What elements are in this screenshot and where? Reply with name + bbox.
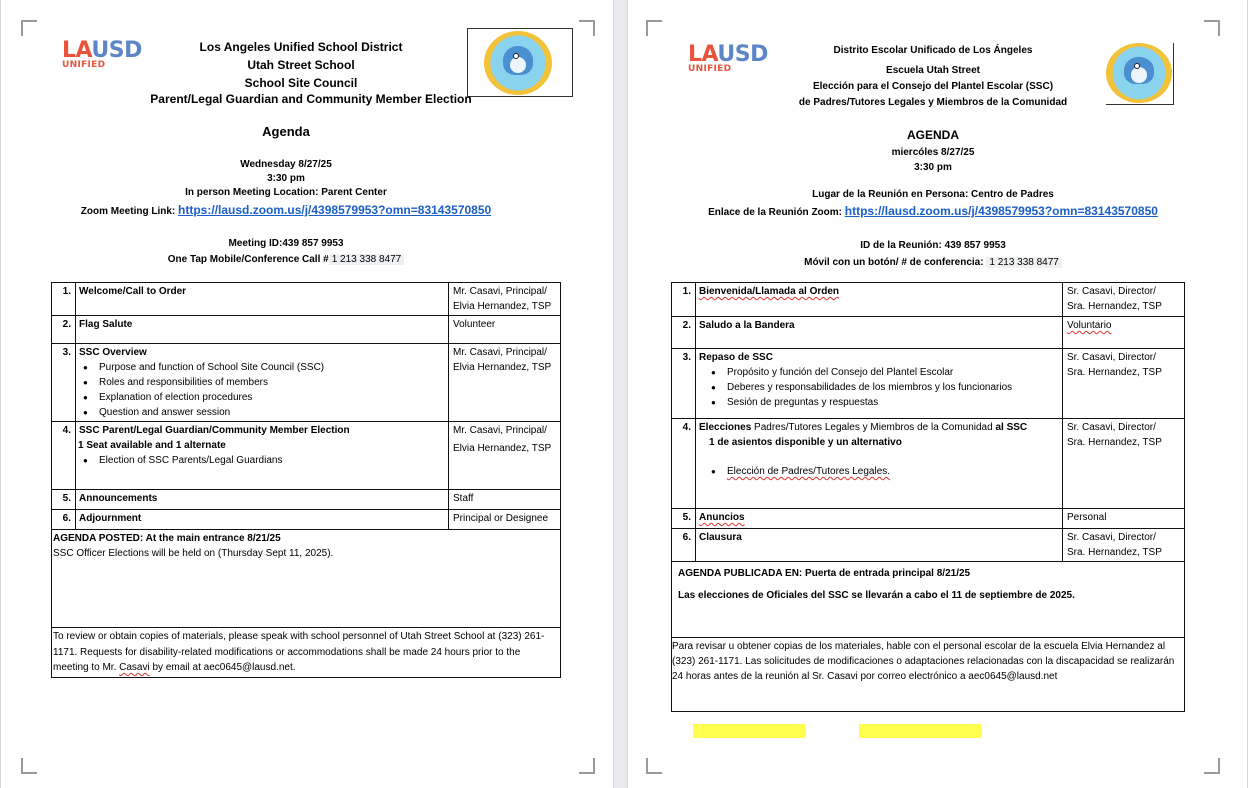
presenter: Volunteer [449, 316, 561, 344]
zoom-label: Enlace de la Reunión Zoom: [708, 207, 842, 218]
dolphin-seal-icon [484, 31, 552, 95]
list-item: ● Sesión de preguntas y respuestas [727, 395, 1059, 410]
agenda-item: Clausura [696, 529, 1063, 562]
agenda-title: AGENDA [906, 128, 959, 142]
header-block [151, 38, 451, 92]
table-row: 2. Flag Salute Volunteer [52, 316, 561, 344]
list-item: ● Elección de Padres/Tutores Legales. [727, 464, 1059, 479]
table-row: 3. Repaso de SSC ● Propósito y función del Consejo del Plantel Escolar ● Deberes y responsabilidades de los miembros y los funcionarios ● Sesión de preguntas y respuestas Sr. Casavi, Director/ Sra. Hernandez, TSP [672, 349, 1185, 419]
agenda-item: SSC Parent/Legal Guardian/Community Member Election 1 Seat available and 1 alternate ● Election of SSC Parents/Legal Guardians [76, 422, 449, 490]
highlight-mark [859, 724, 981, 738]
table-row: 4. Elecciones Padres/Tutores Legales y Miembros de la Comunidad al SSC 1 de asientos disponible y un alternativo ● Elección de Padres/Tutores Legales. Sr. Casavi, Director/ Sra. Hernandez, TSP [672, 419, 1185, 509]
council-name: School Site Council [244, 76, 358, 90]
bullet-list [79, 360, 445, 420]
zoom-link[interactable]: https://lausd.zoom.us/j/4398579953?omn=83143570850 [178, 203, 492, 217]
officer-election-note: SSC Officer Elections will be held on (Thursday Sept 11, 2025). [53, 548, 334, 559]
table-row [672, 638, 1185, 712]
agenda-item: Announcements [76, 490, 449, 510]
bullet-list [79, 453, 445, 468]
agenda-item: Repaso de SSC ● Propósito y función del Consejo del Plantel Escolar ● Deberes y responsabilidades de los miembros y los funcionarios ● Sesión de preguntas y respuestas [696, 349, 1063, 419]
agenda-item: Adjournment [76, 510, 449, 530]
election-title: Parent/Legal Guardian and Community Member Election [150, 92, 472, 106]
agenda-table [671, 282, 1185, 712]
table-row: 5. Anuncios Personal [672, 509, 1185, 529]
meeting-details [1, 158, 571, 200]
table-row: 1. Welcome/Call to Order Mr. Casavi, Principal/ Elvia Hernandez, TSP [52, 283, 561, 316]
meeting-date: miercóles 8/27/25 [891, 147, 975, 158]
table-row: 3. SSC Overview ● Purpose and function of School Site Council (SSC) ● Roles and responsibilities of members ● Explanation of election procedures ● Question and answer session Mr. Casavi, Principal/ Elvia Hernandez, TSP [52, 344, 561, 422]
presenter: Mr. Casavi, Principal/ Elvia Hernandez, TSP [449, 283, 561, 316]
highlight-mark [693, 724, 805, 738]
accommodation-notice: To review or obtain copies of materials, please speak with school personnel of Utah Street School at (323) 261-1171. Requests for disability-related modifications or accommodations shall be made 24 hours prior to the meeting to Mr. Casavi by email at aec0645@lausd.net. [52, 628, 561, 678]
school-seal-frame [467, 28, 573, 97]
table-row: 2. Saludo a la Bandera Voluntario [672, 317, 1185, 349]
agenda-posted: AGENDA PUBLICADA EN: Puerta de entrada principal 8/21/25 [678, 568, 971, 579]
list-item: ● Purpose and function of School Site Council (SSC) [99, 360, 445, 375]
district-name: Los Angeles Unified School District [199, 40, 403, 54]
presenter: Sr. Casavi, Director/ Sra. Hernandez, TSP [1063, 283, 1185, 317]
presenter: Personal [1063, 509, 1185, 529]
officer-election-note: Las elecciones de Oficiales del SSC se llevarán a cabo el 11 de septiembre de 2025. [678, 590, 1075, 601]
table-row: 6. Adjournment Principal or Designee [52, 510, 561, 530]
english-agenda-page [0, 0, 614, 788]
table-row [52, 628, 561, 678]
crop-mark [21, 758, 37, 774]
election-title: de Padres/Tutores Legales y Miembros de la Comunidad [798, 97, 1068, 108]
agenda-item: Saludo a la Bandera [696, 317, 1063, 349]
agenda-item: Elecciones Padres/Tutores Legales y Miembros de la Comunidad al SSC 1 de asientos disponible y un alternativo ● Elección de Padres/Tutores Legales. [696, 419, 1063, 509]
phone-number: 1 213 338 8477 [329, 254, 405, 265]
school-name: Utah Street School [247, 58, 355, 72]
list-item: ● Propósito y función del Consejo del Plantel Escolar [727, 365, 1059, 380]
crop-mark [1204, 758, 1220, 774]
posted-cell [52, 530, 561, 628]
meeting-id: Meeting ID:439 857 9953 [228, 238, 344, 249]
bullet-list [699, 464, 1059, 479]
table-row: 6. Clausura Sr. Casavi, Director/ Sra. Hernandez, TSP [672, 529, 1185, 562]
crop-mark [646, 758, 662, 774]
meeting-location: In person Meeting Location: Parent Center [185, 187, 387, 198]
agenda-item: SSC Overview ● Purpose and function of School Site Council (SSC) ● Roles and responsibilities of members ● Explanation of election procedures ● Question and answer session [76, 344, 449, 422]
meeting-details [628, 145, 1238, 175]
meeting-date: Wednesday 8/27/25 [240, 159, 332, 170]
agenda-item: Flag Salute [76, 316, 449, 344]
zoom-label: Zoom Meeting Link: [80, 206, 176, 217]
council-election: Elección para el Consejo del Plantel Escolar (SSC) [812, 81, 1054, 92]
list-item: ● Question and answer session [99, 405, 445, 420]
crop-mark [21, 20, 37, 36]
list-item: ● Explanation of election procedures [99, 390, 445, 405]
presenter: Voluntario [1063, 317, 1185, 349]
one-tap-line: One Tap Mobile/Conference Call # 1 213 338 8477 [1, 252, 571, 268]
table-row [52, 530, 561, 628]
table-row [672, 562, 1185, 638]
district-name: Distrito Escolar Unificado de Los Ángeles [833, 45, 1033, 56]
table-row: 4. SSC Parent/Legal Guardian/Community Member Election 1 Seat available and 1 alternate ● Election of SSC Parents/Legal Guardians Mr. Casavi, Principal/ Elvia Hernandez, TSP [52, 422, 561, 490]
school-name: Escuela Utah Street [886, 65, 980, 76]
presenter: Mr. Casavi, Principal/ Elvia Hernandez, TSP [449, 422, 561, 490]
presenter: Principal or Designee [449, 510, 561, 530]
table-row: 5. Announcements Staff [52, 490, 561, 510]
one-tap-line: Móvil con un botón/ # de conferencia: 1 213 338 8477 [628, 254, 1238, 271]
agenda-title: Agenda [262, 124, 310, 139]
spanish-agenda-page [627, 0, 1248, 788]
phone-number: 1 213 338 8477 [986, 257, 1062, 268]
zoom-link[interactable]: https://lausd.zoom.us/j/4398579953?omn=83143570850 [844, 204, 1158, 218]
lausd-logo: LAUSD UNIFIED [688, 42, 768, 74]
presenter: Sr. Casavi, Director/ Sra. Hernandez, TSP [1063, 419, 1185, 509]
bullet-list [699, 365, 1059, 410]
list-item: ● Deberes y responsabilidades de los miembros y los funcionarios [727, 380, 1059, 395]
presenter: Sr. Casavi, Director/ Sra. Hernandez, TSP [1063, 529, 1185, 562]
posted-cell [672, 562, 1185, 638]
zoom-line [628, 204, 1238, 218]
list-item: ● Roles and responsibilities of members [99, 375, 445, 390]
crop-mark [1204, 20, 1220, 36]
zoom-line [1, 203, 571, 217]
agenda-posted: AGENDA POSTED: At the main entrance 8/21/25 [53, 533, 281, 544]
lausd-logo: LAUSD UNIFIED [62, 38, 142, 70]
call-details [1, 236, 571, 268]
presenter: Sr. Casavi, Director/ Sra. Hernandez, TSP [1063, 349, 1185, 419]
agenda-item: Anuncios [696, 509, 1063, 529]
presenter: Mr. Casavi, Principal/ Elvia Hernandez, TSP [449, 344, 561, 422]
list-item: ● Election of SSC Parents/Legal Guardians [99, 453, 445, 468]
call-details [628, 237, 1238, 271]
table-row: 1. Bienvenida/Llamada al Orden Sr. Casavi, Director/ Sra. Hernandez, TSP [672, 283, 1185, 317]
crop-mark [646, 20, 662, 36]
accommodation-notice: Para revisar u obtener copias de los materiales, hable con el personal escolar de la escuela Elvia Hernandez al (323) 261-1171. Las solicitudes de modificaciones o adaptaciones relacionadas con la discapacidad se realizarán 24 horas antes de la reunión al Sr. Casavi por correo electrónico a aec0645@lausd.net [672, 638, 1185, 712]
agenda-table [51, 282, 561, 678]
meeting-id: ID de la Reunión: 439 857 9953 [860, 240, 1006, 251]
meeting-time: 3:30 pm [267, 173, 305, 184]
meeting-location: Lugar de la Reunión en Persona: Centro de Padres [812, 189, 1054, 200]
agenda-item: Bienvenida/Llamada al Orden [696, 283, 1063, 317]
meeting-time: 3:30 pm [914, 162, 952, 173]
crop-mark [579, 20, 595, 36]
presenter: Staff [449, 490, 561, 510]
agenda-item: Welcome/Call to Order [76, 283, 449, 316]
crop-mark [579, 758, 595, 774]
